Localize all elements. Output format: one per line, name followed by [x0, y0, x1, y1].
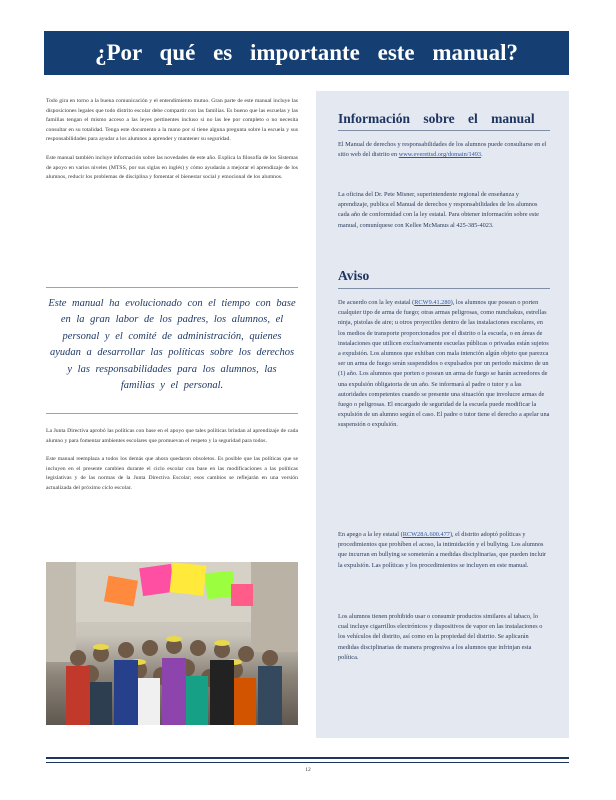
info-heading: Información sobre el manual — [338, 111, 535, 126]
intro-paragraph-2: Este manual también incluye información sobre las novedades de este año. Explica la filosofía de los Sistemas de apoyo en varios niveles (MTSS, por sus siglas en inglés) y cómo ayudarán a mejorar el aprendizaje de los alumnos, reducir los problemas de disciplina y fomentar el bienestar social y emocional de los alumnos. — [46, 154, 298, 181]
aviso-p2-rest: ), el distrito adoptó políticas y procedimientos que prohíben el acoso, la intimidación y el bullying. Los alumnos que incurran en bullying se someterán a medidas disciplinarias, que pueden incluir la expulsión. Las políticas y los procedimientos se incluyen en este manual. — [338, 531, 547, 569]
district-website-link[interactable]: www.everettsd.org/domain/1493 — [398, 151, 482, 159]
footer-rule-thin — [46, 762, 569, 763]
info-paragraph-2: La oficina del Dr. Pete Misner, superintendente regional de enseñanza y aprendizaje, publica el Manual de derechos y responsabilidades de los alumnos cada año de conformidad con la ley estatal. Para obtener información sobre este manual, comuníquese con Kellee McManus al 425-385-4023. — [338, 191, 539, 229]
quote-top-divider — [46, 287, 298, 288]
footer-rule-thick — [46, 757, 569, 759]
board-paragraph: La Junta Directiva aprobó las políticas con base en el apoyo que tales políticas brindan al aprendizaje de cada alumno y para fomentar ambientes escolares que promuevan el respeto y la seguridad para todos. — [46, 428, 298, 444]
info-heading-rule — [338, 130, 550, 131]
pull-quote: Este manual ha evolucionado con el tiempo con base en la gran labor de los padres, los alumnos, el personal y el comité de administración, quienes ayudan a desarrollar las políticas sobre los derechos y las responsabilidades para los alumnos, las familias y el personal. — [48, 298, 296, 392]
aviso-p2-text: En apego a la ley estatal ( — [338, 531, 403, 538]
intro-column — [46, 97, 298, 192]
info-paragraph-1 — [338, 140, 550, 160]
aviso-heading: Aviso — [338, 268, 370, 283]
aviso-p1-rest: ), los alumnos que posean o porten cualquier tipo de arma de fuego; otras armas peligrosas, como nunchakus, estrellas ninja, pistolas de aire; u otros proyectiles dentro de las instalaciones escolares, en los medios de transporte proporcionados por el distrito o la escuela, o en áreas de instalaciones que utilicen exclusivamente escuelas públicas o privadas están sujetos a expulsión. Los alumnos que exhiban con mala intención algún objeto que parezca ser un arma de fuego serán suspendidos o expulsados por un periodo máximo de un (1) año. Los alumnos que porten o posean un arma de fuego se harán acreedores de una expulsión obligatoria de un año. Se informará al padre o tutor y a las autoridades competentes cuando se presente una situación que involucre armas de fuego o peligrosas. El encargado de seguridad de la escuela puede modificar la expulsión de un alumno según el caso. El padre o tutor tiene el derecho a apelar una suspensión o expulsión. — [338, 299, 550, 429]
aviso-paragraph-3: Los alumnos tienen prohibido usar o consumir productos similares al tabaco, lo cual incluye cigarrillos electrónicos y dispositivos de vapor en las instalaciones o los vehículos del distrito, así como en la propiedad del distrito. Se aplicarán medidas disciplinarias de manera progresiva a los alumnos que infrinjan esta política. — [338, 613, 543, 661]
aviso-paragraph-2 — [338, 530, 550, 571]
aviso-paragraph-1 — [338, 298, 550, 431]
board-column — [46, 427, 298, 503]
students-photo — [46, 562, 298, 725]
rcw-bullying-link[interactable]: RCW28A.600.477 — [402, 531, 450, 538]
info-p1-end: . — [481, 151, 483, 159]
page-title: ¿Por qué es importante este manual? — [94, 40, 519, 65]
page-number: 12 — [305, 767, 311, 773]
aviso-heading-rule — [338, 288, 550, 289]
info-p1-text: El Manual de derechos y responsabilidades de los alumnos puede consultarse en el sitio web del distrito en — [338, 141, 547, 159]
replacement-paragraph: Este manual reemplaza a todos los demás que ahora quedaron obsoletos. Es posible que las políticas que se incluyen en el presente cambien durante el ciclo escolar con base en las modificaciones a las políticas legislativas y de las normas de la Junta Directiva Escolar; esos cambios se reflejarán en una versión actualizada del próximo ciclo escolar. — [46, 456, 298, 491]
page-title-banner — [44, 31, 569, 75]
intro-paragraph-1: Todo gira en torno a la buena comunicación y el entendimiento mutuo. Gran parte de este manual incluye las disposiciones legales que todo distrito escolar debe compartir con las familias. Es bueno que las escuelas y las familias tengan el mismo acceso a las leyes pertinentes incluso si no las lee por completo o no necesita consultar en su totalidad. Tenga este documento a la mano por si tiene alguna pregunta sobre la escuela y sus responsabilidades para ayudar a los alumnos a aprender y mantener su seguridad. — [46, 98, 298, 143]
aviso-p1-text: De acuerdo con la ley estatal ( — [338, 299, 415, 306]
quote-bottom-divider — [46, 413, 298, 414]
rcw-weapons-link[interactable]: RCW9.41.280 — [414, 299, 451, 306]
